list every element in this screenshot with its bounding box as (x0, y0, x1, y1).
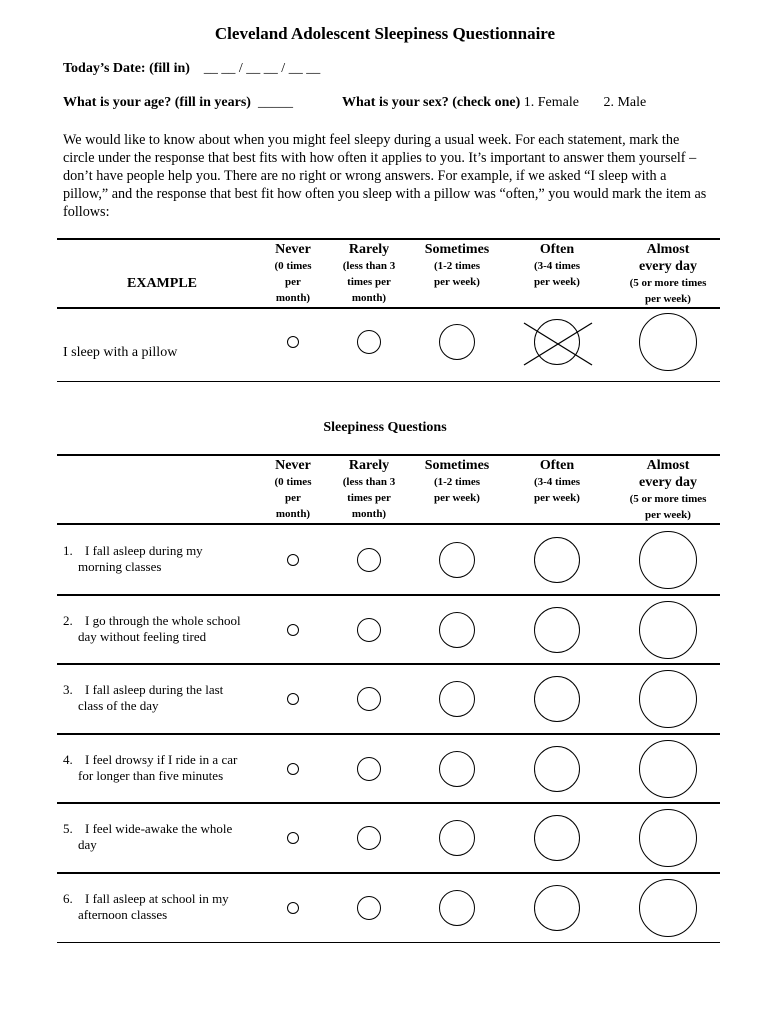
column-sublabel: (5 or more times (629, 493, 707, 505)
column-sublabel: per (285, 276, 301, 288)
column-sublabel: per week) (434, 276, 480, 288)
example-bottom-rule (57, 381, 720, 382)
column-label: Never (275, 458, 311, 473)
q6-almost-every-day-radio[interactable] (639, 879, 697, 937)
age-field[interactable]: _____ (257, 95, 293, 110)
q3-sometimes-radio[interactable] (439, 681, 475, 717)
q1-sometimes-radio[interactable] (439, 542, 475, 578)
questions-column-almost-every-day (613, 457, 723, 523)
column-sublabel: month) (275, 508, 311, 520)
question-row-rule (57, 594, 720, 596)
q5-rarely-radio[interactable] (357, 826, 381, 850)
column-sublabel: per week) (534, 276, 580, 288)
column-label: Almost (646, 458, 690, 473)
column-sublabel: month) (351, 292, 387, 304)
question-number: 1. (63, 543, 73, 558)
column-sublabel: per week) (645, 293, 691, 305)
question-text (63, 821, 263, 853)
question-text (63, 682, 263, 714)
column-label: Sometimes (424, 242, 490, 257)
column-sublabel: (5 or more times (629, 277, 707, 289)
example-column-often (517, 241, 597, 290)
q4-rarely-radio[interactable] (357, 757, 381, 781)
questions-column-sometimes (412, 457, 502, 506)
questions-table-top-rule (57, 454, 720, 456)
column-sublabel: per week) (645, 509, 691, 521)
question-line: day without feeling tired (78, 628, 207, 644)
q1-never-radio[interactable] (287, 554, 299, 566)
column-label: Sometimes (424, 458, 490, 473)
example-sometimes-radio[interactable] (439, 324, 475, 360)
q2-rarely-radio[interactable] (357, 618, 381, 642)
q3-often-radio[interactable] (534, 676, 580, 722)
questions-column-never (258, 457, 328, 522)
sex-label: What is your sex? (check one) (342, 95, 521, 110)
q3-rarely-radio[interactable] (357, 687, 381, 711)
column-sublabel: month) (275, 292, 311, 304)
column-sublabel: (3-4 times (533, 476, 581, 488)
column-label: Often (539, 242, 575, 257)
column-sublabel: (1-2 times (433, 476, 481, 488)
question-text (63, 543, 263, 575)
example-column-never (258, 241, 328, 306)
date-field[interactable]: __ __ / __ __ / __ __ (203, 61, 321, 76)
q2-sometimes-radio[interactable] (439, 612, 475, 648)
q4-often-radio[interactable] (534, 746, 580, 792)
column-label: Rarely (348, 458, 390, 473)
question-line: afternoon classes (78, 907, 168, 922)
question-number: 6. (63, 891, 73, 906)
column-sublabel: (less than 3 (342, 476, 396, 488)
page-title: Cleveland Adolescent Sleepiness Questionnaire (214, 24, 556, 43)
question-row-rule (57, 663, 720, 665)
question-line: 1. I fall asleep during my (63, 543, 203, 558)
q1-often-radio[interactable] (534, 537, 580, 583)
example-header-rule (57, 307, 720, 309)
q2-never-radio[interactable] (287, 624, 299, 636)
column-sublabel: per week) (534, 492, 580, 504)
q6-sometimes-radio[interactable] (439, 890, 475, 926)
q3-almost-every-day-radio[interactable] (639, 670, 697, 728)
question-line: class of the day (78, 698, 159, 714)
example-table-top-rule (57, 238, 720, 240)
question-line: morning classes (78, 559, 162, 574)
instructions-paragraph: We would like to know about when you might feel sleepy during a usual week. For each statement, mark the circle under the response that best fits with how often it applies to you. It’s important to answer them yourself – don’t have people help you. There are no right or wrong answers. For example, if we asked “I sleep with a pillow,” and the response that best fit how often you sleep with a pillow was “often,” you would mark the item as follows: (63, 132, 707, 220)
question-number: 3. (63, 682, 73, 698)
section-title: Sleepiness Questions (323, 420, 447, 435)
column-sublabel: (0 times (274, 476, 312, 488)
example-column-sometimes (412, 241, 502, 290)
example-statement: I sleep with a pillow (63, 345, 178, 360)
column-label: Never (275, 242, 311, 257)
column-label: Almost (646, 242, 690, 257)
sex-row (342, 95, 646, 111)
q4-sometimes-radio[interactable] (439, 751, 475, 787)
q3-never-radio[interactable] (287, 693, 299, 705)
column-sublabel: (1-2 times (433, 260, 481, 272)
questions-header-rule (57, 523, 720, 525)
column-sublabel: times per (347, 276, 391, 288)
question-row-rule (57, 802, 720, 804)
questions-column-rarely (329, 457, 409, 522)
question-text (63, 752, 263, 784)
column-label: every day (639, 475, 697, 490)
example-never-radio[interactable] (287, 336, 299, 348)
date-label: Today’s Date: (fill in) (63, 61, 190, 76)
example-column-rarely (329, 241, 409, 306)
question-line: 6. I fall asleep at school in my (63, 891, 229, 906)
q5-often-radio[interactable] (534, 815, 580, 861)
column-sublabel: (3-4 times (533, 260, 581, 272)
q5-sometimes-radio[interactable] (439, 820, 475, 856)
q4-never-radio[interactable] (287, 763, 299, 775)
column-sublabel: (less than 3 (342, 260, 396, 272)
example-rarely-radio[interactable] (357, 330, 381, 354)
question-line: 4. I feel drowsy if I ride in a car (63, 751, 238, 767)
column-label: Rarely (348, 242, 390, 257)
question-text (63, 613, 263, 645)
question-number: 5. (63, 821, 73, 837)
question-row-rule (57, 942, 720, 943)
q2-almost-every-day-radio[interactable] (639, 601, 697, 659)
q2-often-radio[interactable] (534, 607, 580, 653)
q4-almost-every-day-radio[interactable] (639, 740, 697, 798)
question-line: 5. I feel wide-awake the whole (63, 821, 233, 837)
sex-option-male[interactable]: 2. Male (603, 95, 647, 110)
question-row-rule (57, 872, 720, 874)
example-column-almost-every-day (613, 241, 723, 307)
column-sublabel: per (285, 492, 301, 504)
q5-never-radio[interactable] (287, 832, 299, 844)
column-label: Often (539, 458, 575, 473)
q1-rarely-radio[interactable] (357, 548, 381, 572)
column-sublabel: month) (351, 508, 387, 520)
q5-almost-every-day-radio[interactable] (639, 809, 697, 867)
age-row (63, 95, 293, 111)
example-label: EXAMPLE (127, 276, 197, 291)
question-line: day (78, 837, 97, 853)
q1-almost-every-day-radio[interactable] (639, 531, 697, 589)
age-label: What is your age? (fill in years) (63, 95, 251, 110)
q6-never-radio[interactable] (287, 902, 299, 914)
questions-column-often (517, 457, 597, 506)
q6-often-radio[interactable] (534, 885, 580, 931)
question-number: 4. (63, 751, 73, 767)
example-almost-every-day-radio[interactable] (639, 313, 697, 371)
sex-option-female[interactable]: 1. Female (523, 95, 579, 110)
column-sublabel: per week) (434, 492, 480, 504)
question-row-rule (57, 733, 720, 735)
example-cross-mark-icon (520, 319, 596, 369)
question-line: 3. I fall asleep during the last (63, 682, 224, 698)
question-number: 2. (63, 612, 73, 628)
question-line: 2. I go through the whole school (63, 612, 241, 628)
question-text (63, 891, 263, 923)
column-label: every day (639, 259, 697, 274)
date-row (63, 61, 320, 77)
q6-rarely-radio[interactable] (357, 896, 381, 920)
column-sublabel: times per (347, 492, 391, 504)
question-line: for longer than five minutes (78, 767, 224, 783)
column-sublabel: (0 times (274, 260, 312, 272)
